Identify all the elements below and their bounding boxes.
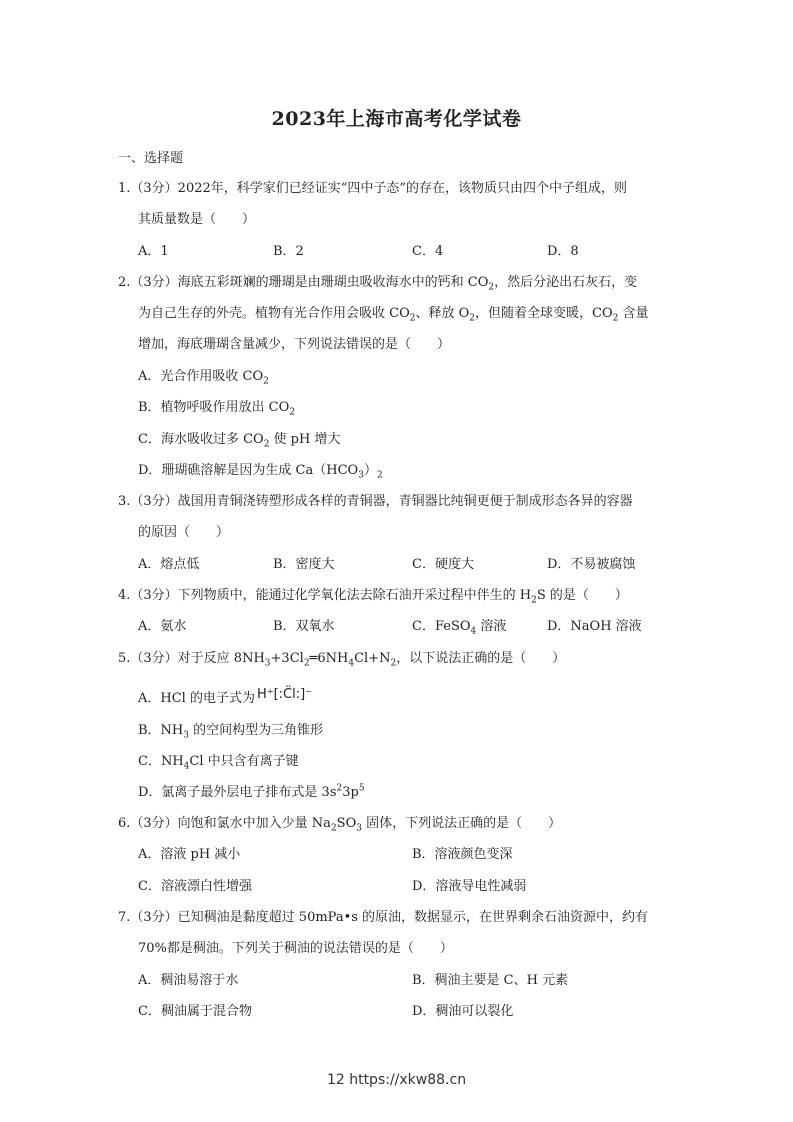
q4-option-a: A．氨水: [138, 619, 187, 634]
q3-option-a: A．熔点低: [138, 557, 200, 572]
q1-option-a: A．1: [138, 244, 169, 259]
q2-option-b: B．植物呼吸作用放出 $CO_2$: [138, 400, 296, 418]
q3-option-c: C．硬度大: [412, 557, 474, 572]
q3-option-d: D．不易被腐蚀: [547, 557, 636, 572]
question-3-line-2: 的原因（ ）: [138, 525, 230, 540]
q7-option-b: B．稠油主要是 C、H 元素: [412, 973, 569, 988]
question-1-line-2: 其质量数是（ ）: [138, 212, 256, 227]
q6-option-d: D．溶液导电性减弱: [412, 879, 527, 894]
q2-option-d: D．珊瑚礁溶解是因为生成 $Ca(HCO_3)_2$: [138, 463, 383, 481]
q4-option-d: D．NaOH 溶液: [547, 619, 642, 634]
page-footer: 12 https://xkw88.cn: [326, 1072, 467, 1088]
q4-option-b: B．双氧水: [273, 619, 335, 634]
q7-option-d: D．稠油可以裂化: [412, 1004, 514, 1019]
q5-option-a: A．HCl 的电子式为 H⁺[:C̈l:]⁻: [138, 687, 313, 706]
question-4-line-1: 4.（3分）下列物质中，能通过化学氧化法去除石油开采过程中伴生的 $H_2S$ 的是（ ）: [118, 588, 628, 606]
q5-option-d: D．氯离子最外层电子排布式是 $3s^23p^5$: [138, 783, 365, 800]
question-7-line-1: 7.（3分）已知稠油是黏度超过 50mPa•s 的原油，数据显示，在世界剩余石油资源中，约有: [118, 910, 649, 925]
q2-option-a: A．光合作用吸收 $CO_2$: [138, 369, 269, 387]
question-1-line-1: 1.（3分）2022年，科学家们已经证实“四中子态”的存在，该物质只由四个中子组成，则: [118, 181, 628, 196]
q1-option-d: D．8: [547, 244, 579, 259]
q2-option-c: C．海水吸收过多 $CO_2$ 使 pH 增大: [138, 432, 341, 450]
question-3-line-1: 3.（3分）战国用青铜浇铸塑形成各样的青铜器，青铜器比纯铜更便于制成形态各异的容器: [118, 494, 633, 509]
q5-option-c: C．$NH_4Cl$ 中只含有离子键: [138, 754, 299, 772]
q6-option-a: A．溶液 pH 减小: [138, 847, 241, 862]
q7-option-c: C．稠油属于混合物: [138, 1004, 252, 1019]
page-title: 2023年上海市高考化学试卷: [271, 108, 522, 130]
q6-option-b: B．溶液颜色变深: [412, 847, 513, 862]
q6-option-c: C．溶液漂白性增强: [138, 879, 252, 894]
q4-option-c: C．FeSO$_4$ 溶液: [412, 619, 507, 637]
question-2-line-2: 为自己生存的外壳。植物有光合作用会吸收 $CO_2$、释放 $O_2$，但随着全球变暖，$CO_2$ 含量: [138, 306, 649, 324]
question-7-line-2: 70%都是稠油。下列关于稠油的说法错误的是（ ）: [138, 941, 453, 956]
section-heading: 一、选择题: [118, 151, 184, 166]
q1-option-b: B．2: [273, 244, 304, 259]
q3-option-b: B．密度大: [273, 557, 335, 572]
q5-option-b: B．$NH_3$ 的空间构型为三角锥形: [138, 723, 324, 741]
question-2-line-3: 增加，海底珊瑚含量减少，下列说法错误的是（ ）: [138, 337, 451, 352]
q1-option-c: C．4: [412, 244, 444, 259]
question-6-line-1: 6.（3分）向饱和氯水中加入少量 $Na_2SO_3$ 固体，下列说法正确的是（ ）: [118, 816, 562, 834]
question-2-line-1: 2.（3分）海底五彩斑斓的珊瑚是由珊瑚虫吸收海水中的钙和 $CO_2$，然后分泌出石灰石，变: [118, 275, 638, 293]
question-5-line-1: 5.（3分）对于反应 $8NH_3+3Cl_2═6NH_4Cl+N_2$，以下说法正确的是（ ）: [118, 651, 566, 669]
q7-option-a: A．稠油易溶于水: [138, 973, 239, 988]
hcl-lewis-structure: H⁺[:C̈l:]⁻: [256, 687, 313, 702]
